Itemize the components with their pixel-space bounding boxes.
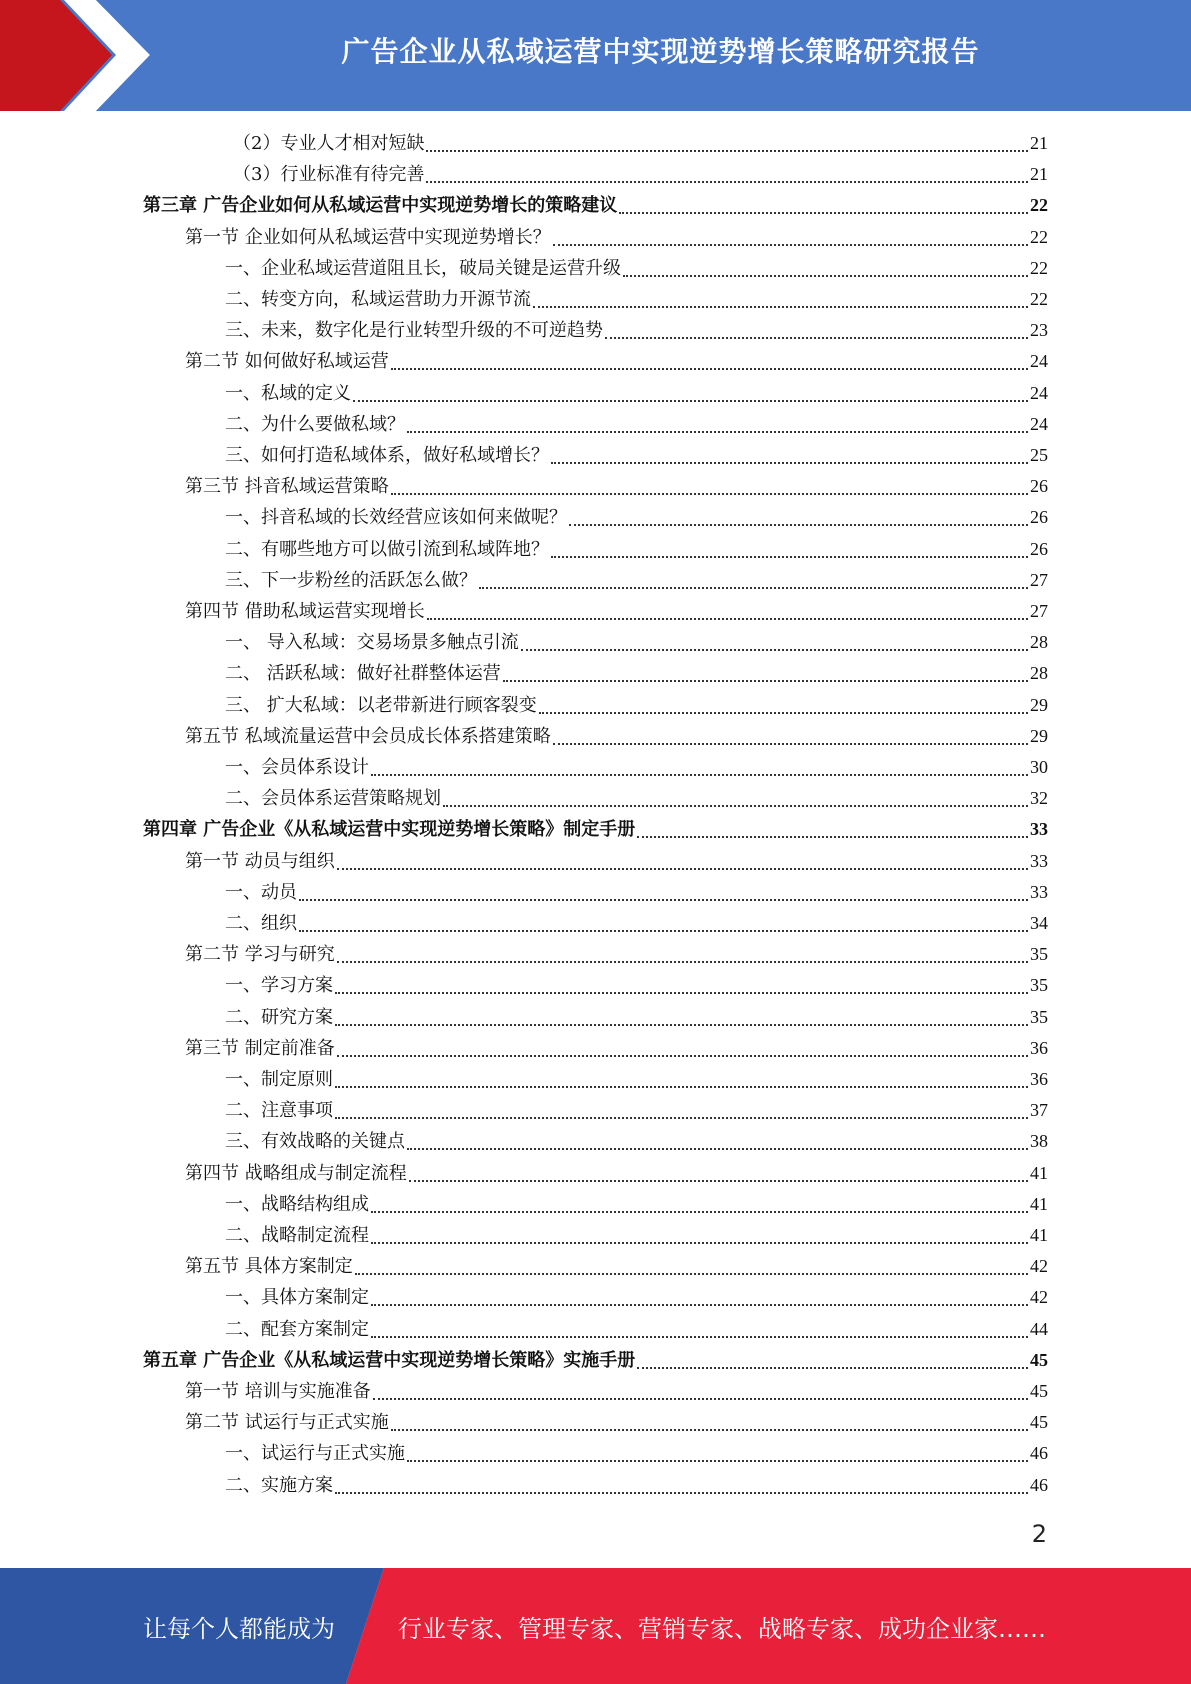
toc-entry-page: 36 xyxy=(1030,1037,1048,1058)
toc-dot-leader xyxy=(443,804,1028,807)
toc-entry-item[interactable] xyxy=(225,565,1048,596)
toc-entry-label: 二、实施方案 xyxy=(225,1474,333,1496)
toc-entry-label: 第三节 制定前准备 xyxy=(185,1037,335,1059)
toc-entry-item[interactable] xyxy=(225,752,1048,783)
toc-dot-leader xyxy=(353,399,1028,402)
toc-entry-section[interactable] xyxy=(185,471,1048,502)
toc-entry-item[interactable] xyxy=(225,534,1048,565)
toc-entry-label: 一、私域的定义 xyxy=(225,382,351,404)
toc-entry-item[interactable] xyxy=(225,284,1048,315)
toc-dot-leader xyxy=(407,1459,1028,1462)
toc-entry-label: 第二节 如何做好私域运营 xyxy=(185,351,389,373)
toc-entry-item[interactable] xyxy=(225,502,1048,533)
toc-dot-leader xyxy=(299,929,1028,932)
toc-dot-leader xyxy=(337,867,1028,870)
toc-entry-page: 22 xyxy=(1030,195,1048,216)
toc-dot-leader xyxy=(335,991,1028,994)
toc-entry-label: 第四章 广告企业《从私域运营中实现逆势增长策略》制定手册 xyxy=(143,819,636,841)
toc-entry-section[interactable] xyxy=(185,1407,1048,1438)
toc-dot-leader xyxy=(479,586,1028,589)
toc-dot-leader xyxy=(533,305,1028,308)
toc-entry-label: （2）专业人才相对短缺 xyxy=(233,133,425,154)
toc-entry-chapter[interactable] xyxy=(143,190,1048,221)
toc-dot-leader xyxy=(299,898,1028,901)
toc-entry-label: （3）行业标准有待完善 xyxy=(233,164,425,186)
toc-entry-page: 29 xyxy=(1030,725,1048,746)
toc-dot-leader xyxy=(551,555,1028,558)
toc-dot-leader xyxy=(427,617,1028,620)
toc-dot-leader xyxy=(521,648,1028,651)
toc-entry-section[interactable] xyxy=(185,1033,1048,1064)
toc-entry-page: 35 xyxy=(1030,975,1048,996)
toc-entry-section[interactable] xyxy=(185,1158,1048,1189)
toc-entry-page: 33 xyxy=(1030,819,1048,840)
toc-entry-label: 一、试运行与正式实施 xyxy=(225,1443,405,1465)
toc-dot-leader xyxy=(371,1241,1028,1244)
toc-entry-section[interactable] xyxy=(185,222,1048,253)
toc-entry-item[interactable] xyxy=(225,783,1048,814)
toc-entry-page: 45 xyxy=(1030,1381,1048,1401)
toc-dot-leader xyxy=(539,711,1028,714)
toc-entry-sub[interactable] xyxy=(233,159,1048,190)
toc-entry-label: 一、动员 xyxy=(225,881,297,903)
toc-entry-item[interactable] xyxy=(225,1314,1048,1345)
page-number: 2 xyxy=(1031,1520,1047,1548)
toc-entry-section[interactable] xyxy=(185,596,1048,627)
toc-entry-label: 第四节 战略组成与制定流程 xyxy=(185,1162,407,1184)
toc-entry-page: 24 xyxy=(1030,351,1048,372)
toc-entry-page: 45 xyxy=(1030,1412,1048,1433)
toc-dot-leader xyxy=(337,1054,1028,1057)
toc-dot-leader xyxy=(503,679,1028,682)
toc-entry-label: 第二节 试运行与正式实施 xyxy=(185,1412,389,1434)
toc-entry-page: 46 xyxy=(1030,1443,1048,1464)
page-footer xyxy=(0,1568,1191,1684)
toc-entry-chapter[interactable] xyxy=(143,1345,1048,1376)
toc-entry-page: 44 xyxy=(1030,1318,1048,1339)
toc-entry-page: 28 xyxy=(1030,632,1048,653)
toc-dot-leader xyxy=(371,1335,1028,1338)
toc-entry-page: 33 xyxy=(1030,881,1048,902)
toc-dot-leader xyxy=(569,523,1028,526)
toc-dot-leader xyxy=(371,1210,1028,1213)
toc-entry-page: 41 xyxy=(1030,1162,1048,1183)
toc-entry-item[interactable] xyxy=(225,1438,1048,1469)
toc-entry-label: 第三节 抖音私域运营策略 xyxy=(185,476,389,498)
toc-dot-leader xyxy=(637,1366,1028,1369)
toc-entry-section[interactable] xyxy=(185,721,1048,752)
toc-entry-section[interactable] xyxy=(185,1251,1048,1282)
toc-entry-page: 22 xyxy=(1030,257,1048,278)
toc-entry-sub[interactable] xyxy=(233,128,1048,159)
toc-entry-label: 一、战略结构组成 xyxy=(225,1193,369,1215)
toc-entry-label: 第三章 广告企业如何从私域运营中实现逆势增长的策略建议 xyxy=(143,195,618,217)
toc-entry-page: 28 xyxy=(1030,663,1048,684)
toc-dot-leader xyxy=(553,243,1028,246)
toc-entry-page: 36 xyxy=(1030,1069,1048,1089)
toc-dot-leader xyxy=(623,274,1028,277)
toc-dot-leader xyxy=(355,1272,1028,1275)
toc-entry-page: 33 xyxy=(1030,850,1048,871)
toc-entry-page: 21 xyxy=(1030,164,1048,185)
toc-entry-item[interactable] xyxy=(225,253,1048,284)
toc-entry-label: 第五节 具体方案制定 xyxy=(185,1256,353,1278)
toc-entry-item[interactable] xyxy=(225,690,1048,721)
toc-entry-page: 35 xyxy=(1030,944,1048,965)
toc-entry-page: 35 xyxy=(1030,1006,1048,1027)
toc-entry-page: 22 xyxy=(1030,289,1048,309)
toc-entry-label: 二、 活跃私域：做好社群整体运营 xyxy=(225,663,501,685)
toc-entry-label: 第二节 学习与研究 xyxy=(185,944,335,966)
toc-dot-leader xyxy=(337,960,1028,963)
toc-entry-label: 三、 扩大私域：以老带新进行顾客裂变 xyxy=(225,694,537,716)
toc-entry-label: 二、配套方案制定 xyxy=(225,1318,369,1340)
toc-dot-leader xyxy=(391,492,1028,495)
toc-entry-page: 27 xyxy=(1030,569,1048,590)
toc-entry-label: 一、会员体系设计 xyxy=(225,757,369,778)
toc-entry-item[interactable] xyxy=(225,627,1048,658)
toc-entry-label: 三、未来，数字化是行业转型升级的不可逆趋势 xyxy=(225,320,603,342)
toc-entry-label: 第一节 动员与组织 xyxy=(185,850,335,872)
toc-entry-section[interactable] xyxy=(185,1376,1048,1407)
toc-dot-leader xyxy=(373,1397,1028,1400)
toc-dot-leader xyxy=(407,430,1028,433)
toc-entry-page: 37 xyxy=(1030,1100,1048,1121)
toc-dot-leader xyxy=(619,211,1028,214)
toc-entry-item[interactable] xyxy=(225,1282,1048,1313)
toc-entry-item[interactable] xyxy=(225,1064,1048,1095)
toc-entry-item[interactable] xyxy=(225,908,1048,939)
toc-entry-label: 二、组织 xyxy=(225,913,297,934)
toc-entry-page: 26 xyxy=(1030,476,1048,497)
toc-entry-page: 24 xyxy=(1030,382,1048,403)
toc-dot-leader xyxy=(409,1179,1028,1182)
toc-entry-page: 41 xyxy=(1030,1193,1048,1214)
toc-entry-label: 第五章 广告企业《从私域运营中实现逆势增长策略》实施手册 xyxy=(143,1349,636,1371)
toc-entry-page: 38 xyxy=(1030,1131,1048,1152)
toc-dot-leader xyxy=(335,1085,1028,1088)
toc-entry-page: 26 xyxy=(1030,507,1048,528)
toc-dot-leader xyxy=(335,1491,1028,1494)
toc-entry-label: 二、有哪些地方可以做引流到私域阵地？ xyxy=(225,538,549,560)
toc-entry-page: 27 xyxy=(1030,601,1048,621)
toc-dot-leader xyxy=(335,1023,1028,1026)
toc-entry-page: 24 xyxy=(1030,413,1048,434)
toc-entry-page: 26 xyxy=(1030,538,1048,559)
toc-dot-leader xyxy=(371,1303,1028,1306)
toc-entry-label: 一、制定原则 xyxy=(225,1069,333,1090)
toc-dot-leader xyxy=(551,461,1028,464)
toc-dot-leader xyxy=(605,336,1028,339)
footer-slogan-left: 让每个人都能成为 xyxy=(143,1614,335,1643)
toc-entry-item[interactable] xyxy=(225,409,1048,440)
toc-entry-label: 三、下一步粉丝的活跃怎么做？ xyxy=(225,569,477,591)
toc-entry-item[interactable] xyxy=(225,1002,1048,1033)
toc-entry-label: 第五节 私域流量运营中会员成长体系搭建策略 xyxy=(185,725,551,747)
toc-entry-item[interactable] xyxy=(225,1095,1048,1126)
toc-dot-leader xyxy=(637,835,1028,838)
toc-entry-page: 30 xyxy=(1030,757,1048,777)
toc-entry-section[interactable] xyxy=(185,346,1048,377)
toc-entry-label: 一、企业私域运营道阻且长，破局关键是运营升级 xyxy=(225,257,621,279)
page-header xyxy=(0,0,1191,111)
toc-entry-page: 25 xyxy=(1030,445,1048,465)
toc-entry-label: 一、 导入私域：交易场景多触点引流 xyxy=(225,632,519,654)
toc-entry-label: 二、研究方案 xyxy=(225,1006,333,1028)
toc-entry-label: 二、会员体系运营策略规划 xyxy=(225,788,441,810)
toc-entry-page: 29 xyxy=(1030,694,1048,715)
toc-dot-leader xyxy=(371,773,1028,776)
toc-entry-label: 一、抖音私域的长效经营应该如何来做呢？ xyxy=(225,507,567,529)
toc-entry-page: 34 xyxy=(1030,913,1048,933)
toc-entry-page: 32 xyxy=(1030,788,1048,809)
toc-entry-section[interactable] xyxy=(185,939,1048,970)
toc-dot-leader xyxy=(426,180,1028,183)
toc-entry-item[interactable] xyxy=(225,658,1048,689)
toc-entry-chapter[interactable] xyxy=(143,814,1048,845)
toc-dot-leader xyxy=(391,367,1028,370)
toc-entry-label: 第一节 培训与实施准备 xyxy=(185,1381,371,1402)
red-chevron-decoration xyxy=(0,0,160,111)
toc-entry-item[interactable] xyxy=(225,1126,1048,1157)
toc-entry-item[interactable] xyxy=(225,970,1048,1001)
toc-entry-page: 41 xyxy=(1030,1225,1048,1245)
toc-entry-page: 42 xyxy=(1030,1256,1048,1277)
toc-entry-label: 三、有效战略的关键点 xyxy=(225,1131,405,1153)
toc-dot-leader xyxy=(335,1116,1028,1119)
toc-dot-leader xyxy=(426,149,1028,152)
toc-entry-page: 46 xyxy=(1030,1474,1048,1495)
toc-dot-leader xyxy=(553,742,1028,745)
toc-entry-page: 22 xyxy=(1030,226,1048,247)
toc-entry-label: 二、战略制定流程 xyxy=(225,1225,369,1246)
toc-entry-label: 二、注意事项 xyxy=(225,1100,333,1122)
footer-slogan-right: 行业专家、管理专家、营销专家、战略专家、成功企业家…… xyxy=(398,1614,1046,1643)
toc-dot-leader xyxy=(407,1147,1028,1150)
toc-entry-label: 三、如何打造私域体系，做好私域增长？ xyxy=(225,445,549,466)
toc-entry-item[interactable] xyxy=(225,440,1048,471)
toc-entry-page: 23 xyxy=(1030,320,1048,341)
toc-entry-page: 45 xyxy=(1030,1349,1048,1370)
toc-entry-item[interactable] xyxy=(225,877,1048,908)
toc-entry-item[interactable] xyxy=(225,1189,1048,1220)
toc-entry-label: 一、学习方案 xyxy=(225,975,333,997)
toc-entry-label: 第一节 企业如何从私域运营中实现逆势增长？ xyxy=(185,226,551,248)
toc-entry-label: 二、转变方向，私域运营助力开源节流 xyxy=(225,289,531,310)
toc-entry-page: 21 xyxy=(1030,133,1048,153)
document-title: 广告企业从私域运营中实现逆势增长策略研究报告 xyxy=(341,35,980,68)
toc-entry-item[interactable] xyxy=(225,1220,1048,1251)
toc-entry-label: 二、为什么要做私域？ xyxy=(225,413,405,435)
toc-entry-item[interactable] xyxy=(225,1470,1048,1501)
toc-entry-item[interactable] xyxy=(225,378,1048,409)
toc-entry-label: 第四节 借助私域运营实现增长 xyxy=(185,601,425,622)
toc-entry-page: 42 xyxy=(1030,1287,1048,1308)
toc-dot-leader xyxy=(391,1428,1028,1431)
toc-entry-label: 一、具体方案制定 xyxy=(225,1287,369,1309)
toc-entry-item[interactable] xyxy=(225,315,1048,346)
toc-entry-section[interactable] xyxy=(185,846,1048,877)
